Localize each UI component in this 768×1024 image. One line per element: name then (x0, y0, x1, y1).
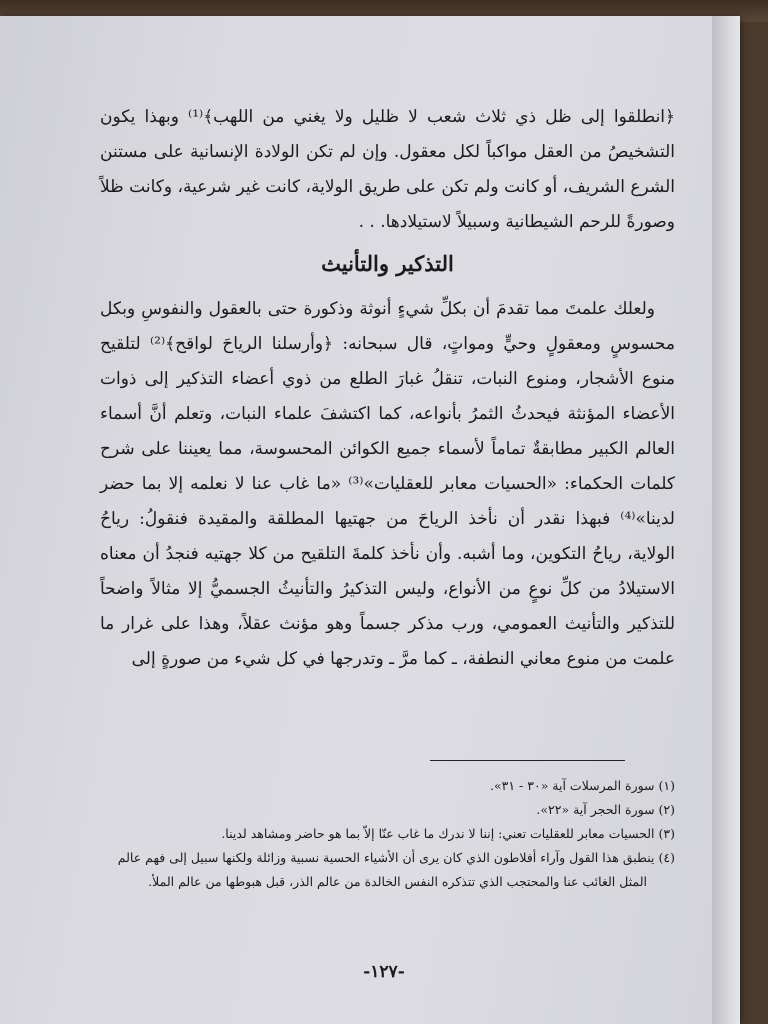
footnotes (100, 774, 675, 894)
page-number: -١٢٧- (363, 962, 405, 982)
footnote-1: (١) سورة المرسلات آية «٣٠ - ٣١». (490, 778, 675, 793)
paragraph-1: ﴿انطلقوا إلى ظل ذي ثلاث شعب لا ظليل ولا يغني من اللهب﴾⁽¹⁾ وبهذا يكون التشخيصُ من العقل مواكباً لكل معقول. وإن لم تكن الولادة الإنسانية على مستنن الشرع الشريف، أو كانت ولم تكن على طريق الولاية، كانت غير شرعية، وكانت ظلاً وصورةً للرحم الشيطانية وسبيلاً لاستيلادها. . . (100, 107, 675, 232)
footnote-divider (430, 760, 625, 761)
body-text (100, 100, 675, 677)
footnote-4: (٤) ينطبق هذا القول وآراء أفلاطون الذي كان يرى أن الأشياء الحسية نسبية وزائلة ولكنها سبيل إلى فهم عالم المثل الغائب عنا والمحتجب الذي تتذكره النفس الخالدة من عالم الذر، قبل هبوطها من عالم الملأ. (117, 850, 675, 889)
paragraph-2: ولعلك علمتَ مما تقدمَ أن بكلِّ شيءٍ أنوثة وذكورة حتى بالعقول والنفوسِ وبكل محسوسٍ ومعقولٍ وحيٍّ ومواتٍ، قال سبحانه: ﴿وأرسلنا الرياحَ لواقح﴾⁽²⁾ لتلقيح منوع الأشجار، ومنوع النبات، تنقلُ غبارَ الطلع من ذوي أعضاء التذكير إلى ذوات الأعضاء المؤنثة فيحدثُ الثمرُ بأنواعه، كما اكتشفَ علماء النبات، وتعلم أنَّ أسماء العالم الكبير مطابقةٌ تماماً لأسماء جميع الكوائن المحسوسة، مما يعيننا على شرح كلمات الحكماء: «الحسيات معابر للعقليات»⁽³⁾ «ما غاب عنا لا نعلمه إلا بما حضر لدينا»⁽⁴⁾ فبهذا نقدر أن نأخذ الرياحَ من جهتيها المطلقة والمقيدة فنقولُ: رياحُ الولاية، رياحُ التكوين، وما أشبه. وأن نأخذ كلمةَ التلقيح من كلا جهتيه فنجدُ أن معناه الاستيلادُ من كلِّ نوعٍ من الأنواع، وليس التذكيرُ والتأنيثُ الجسميُّ إلا مثالاً واضحاً للتذكير والتأنيث العمومي، ورب مذكر جسماً وهو مؤنث عقلاً، وهذا على غرار ما علمت من منوع معاني النطفة، ـ كما مرَّ ـ وتدرجها في كل شيء من صورةٍ إلى (100, 299, 675, 669)
footnote-3: (٣) الحسيات معابر للعقليات تعني: إننا لا ندرك ما غاب عنّا إلاّ بما هو حاضر ومشاهد لدينا. (221, 826, 675, 841)
page-edge-shadow (712, 16, 740, 1024)
section-heading: التذكير والتأنيث (321, 251, 454, 276)
footnote-2: (٢) سورة الحجر آية «٢٢». (536, 802, 675, 817)
